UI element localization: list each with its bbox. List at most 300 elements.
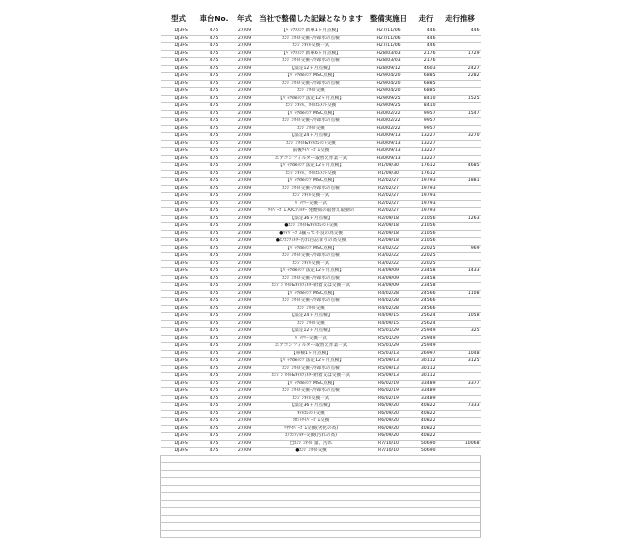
mileage-cell: 9957 xyxy=(413,118,440,126)
empty-cell xyxy=(258,455,365,463)
year-cell: 27/09 xyxy=(232,185,258,193)
mileage-delta-cell xyxy=(440,140,481,148)
year-cell: 27/09 xyxy=(232,163,258,171)
table-row xyxy=(161,103,481,111)
mileage-delta-cell xyxy=(440,320,481,328)
mileage-cell: 446 xyxy=(413,35,440,43)
chassis-no-cell: 475 xyxy=(197,110,232,118)
work-description-cell: ●ｴﾝｼﾞﾝｵｲﾙ&ｵｲﾙｴﾚﾒﾝﾄ交換 xyxy=(258,223,365,231)
mileage-delta-cell xyxy=(440,223,481,231)
work-description-cell: ｴﾝｼﾞﾝｵｲﾙ交換･冷却水の点検 xyxy=(258,118,365,126)
table-row xyxy=(161,290,481,298)
mileage-cell: 13227 xyxy=(413,148,440,156)
table-row xyxy=(161,118,481,126)
model-cell: DJ3FS xyxy=(161,50,197,58)
table-row xyxy=(161,80,481,88)
header-record-title: 当社で整備した記録となります xyxy=(259,13,363,23)
empty-cell xyxy=(258,478,365,486)
work-description-cell: ﾜｲﾊﾟｰｺﾞﾑ A/Cﾌｨﾙﾀｰ 発煙筒の取替え取動の xyxy=(258,208,365,216)
table-row xyxy=(161,275,481,283)
empty-cell xyxy=(413,478,440,486)
service-date-cell: R4/02/28 xyxy=(365,298,413,306)
model-cell: DJ3FS xyxy=(161,148,197,156)
empty-cell xyxy=(365,530,413,538)
work-description-cell: 【法定12ヶ月点検】 xyxy=(258,65,365,73)
service-date-cell: R2/02/27 xyxy=(365,200,413,208)
empty-cell xyxy=(232,463,258,471)
table-row xyxy=(161,358,481,366)
mileage-cell: 23458 xyxy=(413,283,440,291)
chassis-no-cell: 475 xyxy=(197,155,232,163)
empty-cell xyxy=(413,515,440,523)
table-row xyxy=(161,43,481,51)
chassis-no-cell: 475 xyxy=(197,320,232,328)
empty-cell xyxy=(365,500,413,508)
mileage-delta-cell xyxy=(440,155,481,163)
mileage-delta-cell: 1433 xyxy=(440,268,481,276)
model-cell: DJ3FS xyxy=(161,305,197,313)
work-description-cell: エアコンフィルター取替え作業一式 xyxy=(258,155,365,163)
table-row xyxy=(161,320,481,328)
mileage-delta-cell xyxy=(440,448,481,456)
table-body xyxy=(161,28,481,538)
year-cell: 27/09 xyxy=(232,208,258,216)
mileage-cell: 446 xyxy=(413,43,440,51)
service-date-cell: R6/09/20 xyxy=(365,433,413,441)
work-description-cell: 【ﾊﾟｯｸdeﾒﾝﾃ 法定12ヶ月点検】 xyxy=(258,268,365,276)
service-date-cell: R6/02/19 xyxy=(365,380,413,388)
chassis-no-cell: 475 xyxy=(197,193,232,201)
empty-cell xyxy=(161,455,197,463)
mileage-delta-cell xyxy=(440,410,481,418)
model-cell: DJ3FS xyxy=(161,448,197,456)
empty-cell xyxy=(365,515,413,523)
table-row xyxy=(161,238,481,246)
mileage-cell: 40822 xyxy=(413,418,440,426)
year-cell: 27/09 xyxy=(232,35,258,43)
empty-row xyxy=(161,530,481,538)
work-description-cell: ｴﾝｼﾞﾝｵｲﾙ交換･冷却水の点検 xyxy=(258,58,365,66)
work-description-cell: 【法定24ヶ月点検】 xyxy=(258,133,365,141)
mileage-cell: 21056 xyxy=(413,238,440,246)
work-description-cell: ｴﾝｼﾞﾝｵｲﾙ交換･冷却水の点検 xyxy=(258,185,365,193)
mileage-delta-cell: 3377 xyxy=(440,380,481,388)
empty-cell xyxy=(413,455,440,463)
mileage-cell: 30112 xyxy=(413,358,440,366)
header-mileage: 走行 xyxy=(418,13,434,23)
year-cell: 27/09 xyxy=(232,215,258,223)
mileage-delta-cell xyxy=(440,103,481,111)
mileage-cell: 9957 xyxy=(413,125,440,133)
chassis-no-cell: 475 xyxy=(197,395,232,403)
table-row xyxy=(161,268,481,276)
year-cell: 27/09 xyxy=(232,395,258,403)
table-row xyxy=(161,365,481,373)
mileage-delta-cell: 969 xyxy=(440,245,481,253)
table-row xyxy=(161,58,481,66)
model-cell: DJ3FS xyxy=(161,230,197,238)
model-cell: DJ3FS xyxy=(161,58,197,66)
mileage-delta-cell xyxy=(440,388,481,396)
chassis-no-cell: 475 xyxy=(197,433,232,441)
work-description-cell: 【ﾊﾟｯｸdeﾒﾝﾃ MSC点検】 xyxy=(258,245,365,253)
mileage-cell: 50690 xyxy=(413,440,440,448)
empty-cell xyxy=(365,508,413,516)
table-row xyxy=(161,88,481,96)
year-cell: 27/09 xyxy=(232,58,258,66)
empty-cell xyxy=(440,463,481,471)
service-date-cell: R5/01/29 xyxy=(365,335,413,343)
service-date-cell: R3/02/22 xyxy=(365,260,413,268)
empty-cell xyxy=(197,455,232,463)
service-date-cell: H27/11/06 xyxy=(365,35,413,43)
chassis-no-cell: 475 xyxy=(197,350,232,358)
work-description-cell: ｴﾝｼﾞﾝｵｲﾙ、ｵｲﾙｴﾚﾒﾝﾄ交換 xyxy=(258,103,365,111)
header-chassis-no: 車台No. xyxy=(199,13,229,23)
table-row xyxy=(161,230,481,238)
chassis-no-cell: 475 xyxy=(197,245,232,253)
table-row xyxy=(161,305,481,313)
work-description-cell: 【法定24ヶ月点検】 xyxy=(258,313,365,321)
model-cell: DJ3FS xyxy=(161,320,197,328)
work-description-cell: ｴﾝｼﾞﾝ ｵｲﾙ&ｵｲﾙﾌｨﾙﾀｰ附着又は交換一式 xyxy=(258,283,365,291)
work-description-cell: ｴﾝｼﾞﾝｵｲﾙ&ｵｲﾙｴﾚﾒﾝﾄ交換 xyxy=(258,140,365,148)
mileage-cell: 17612 xyxy=(413,163,440,171)
service-date-cell: R1/09/30 xyxy=(365,170,413,178)
work-description-cell: ｴﾝｼﾞﾝ ｵｲﾙ&ｵｲﾙﾌｨﾙﾀｰ附着又は交換一式 xyxy=(258,373,365,381)
empty-cell xyxy=(232,515,258,523)
model-cell: DJ3FS xyxy=(161,103,197,111)
year-cell: 27/09 xyxy=(232,320,258,328)
empty-cell xyxy=(440,530,481,538)
work-description-cell: ﾊﾞｯﾃﾘｰ交換一式 xyxy=(258,200,365,208)
model-cell: DJ3FS xyxy=(161,35,197,43)
model-cell: DJ3FS xyxy=(161,358,197,366)
year-cell: 27/09 xyxy=(232,80,258,88)
mileage-cell: 19793 xyxy=(413,193,440,201)
work-description-cell: 前後ﾜｲﾊﾟｰｺﾞﾑ交換 xyxy=(258,148,365,156)
chassis-no-cell: 475 xyxy=(197,418,232,426)
empty-cell xyxy=(258,485,365,493)
empty-cell xyxy=(258,523,365,531)
work-description-cell: エアコンフィルター取替え作業一式 xyxy=(258,343,365,351)
model-cell: DJ3FS xyxy=(161,260,197,268)
empty-cell xyxy=(161,478,197,486)
model-cell: DJ3FS xyxy=(161,140,197,148)
empty-cell xyxy=(440,500,481,508)
service-date-cell: R2/09/18 xyxy=(365,230,413,238)
mileage-cell: 9957 xyxy=(413,110,440,118)
chassis-no-cell: 475 xyxy=(197,380,232,388)
year-cell: 27/09 xyxy=(232,125,258,133)
model-cell: DJ3FS xyxy=(161,313,197,321)
header-model: 型式 xyxy=(171,13,186,23)
mileage-delta-cell xyxy=(440,43,481,51)
table-row xyxy=(161,140,481,148)
year-cell: 27/09 xyxy=(232,245,258,253)
mileage-delta-cell xyxy=(440,170,481,178)
mileage-cell: 40822 xyxy=(413,425,440,433)
table-row xyxy=(161,28,481,35)
chassis-no-cell: 475 xyxy=(197,223,232,231)
empty-cell xyxy=(258,463,365,471)
chassis-no-cell: 475 xyxy=(197,403,232,411)
empty-cell xyxy=(197,500,232,508)
chassis-no-cell: 475 xyxy=(197,230,232,238)
service-date-cell: R2/02/27 xyxy=(365,178,413,186)
service-date-cell: R5/01/29 xyxy=(365,343,413,351)
mileage-delta-cell xyxy=(440,125,481,133)
model-cell: DJ3FS xyxy=(161,185,197,193)
mileage-delta-cell: 1263 xyxy=(440,215,481,223)
mileage-delta-cell xyxy=(440,118,481,126)
service-date-cell: H29/04/20 xyxy=(365,73,413,81)
year-cell: 27/09 xyxy=(232,133,258,141)
empty-cell xyxy=(197,530,232,538)
mileage-delta-cell xyxy=(440,208,481,216)
table-row xyxy=(161,433,481,441)
work-description-cell: ﾘﾔﾜｲﾊﾟｰｺﾞﾑ交換(劣化の為) xyxy=(258,425,365,433)
empty-row xyxy=(161,508,481,516)
empty-cell xyxy=(232,478,258,486)
model-cell: DJ3FS xyxy=(161,268,197,276)
year-cell: 27/09 xyxy=(232,305,258,313)
mileage-cell: 50690 xyxy=(413,448,440,456)
mileage-cell: 13227 xyxy=(413,133,440,141)
mileage-cell: 30112 xyxy=(413,373,440,381)
empty-cell xyxy=(197,478,232,486)
chassis-no-cell: 475 xyxy=(197,313,232,321)
mileage-cell: 33489 xyxy=(413,380,440,388)
mileage-delta-cell: 1881 xyxy=(440,178,481,186)
year-cell: 27/09 xyxy=(232,223,258,231)
empty-cell xyxy=(197,523,232,531)
model-cell: DJ3FS xyxy=(161,163,197,171)
work-description-cell: 【法定36ヶ月点検】 xyxy=(258,215,365,223)
service-date-cell: R5/03/13 xyxy=(365,350,413,358)
model-cell: DJ3FS xyxy=(161,440,197,448)
mileage-cell: 22025 xyxy=(413,253,440,261)
work-description-cell: 【ﾍﾞｯｸｽﾒﾝﾃ 新車6ヶ月点検】 xyxy=(258,50,365,58)
chassis-no-cell: 475 xyxy=(197,425,232,433)
year-cell: 27/09 xyxy=(232,373,258,381)
chassis-no-cell: 475 xyxy=(197,388,232,396)
year-cell: 27/09 xyxy=(232,365,258,373)
work-description-cell: ●ｴｱｺﾝﾌｨﾙﾀｰ汚れ目詰まりの為交換 xyxy=(258,238,365,246)
table-row xyxy=(161,403,481,411)
table-row xyxy=(161,163,481,171)
year-cell: 27/09 xyxy=(232,380,258,388)
mileage-delta-cell: 1108 xyxy=(440,290,481,298)
table-row xyxy=(161,283,481,291)
model-cell: DJ3FS xyxy=(161,80,197,88)
year-cell: 27/09 xyxy=(232,28,258,35)
mileage-delta-cell xyxy=(440,425,481,433)
chassis-no-cell: 475 xyxy=(197,298,232,306)
table-row xyxy=(161,50,481,58)
table-row xyxy=(161,343,481,351)
empty-cell xyxy=(258,508,365,516)
mileage-delta-cell xyxy=(440,58,481,66)
chassis-no-cell: 475 xyxy=(197,410,232,418)
mileage-cell: 2176 xyxy=(413,50,440,58)
chassis-no-cell: 475 xyxy=(197,275,232,283)
service-date-cell: R6/09/20 xyxy=(365,403,413,411)
header-row xyxy=(161,8,481,28)
chassis-no-cell: 475 xyxy=(197,253,232,261)
maintenance-record-sheet xyxy=(160,8,480,538)
model-cell: DJ3FS xyxy=(161,433,197,441)
year-cell: 27/09 xyxy=(232,73,258,81)
year-cell: 27/09 xyxy=(232,335,258,343)
service-date-cell: H29/09/25 xyxy=(365,95,413,103)
table-row xyxy=(161,418,481,426)
table-row xyxy=(161,350,481,358)
chassis-no-cell: 475 xyxy=(197,448,232,456)
service-date-cell: R3/02/22 xyxy=(365,245,413,253)
service-date-cell: R4/02/28 xyxy=(365,290,413,298)
service-date-cell: R6/09/20 xyxy=(365,410,413,418)
work-description-cell: 【車検1ヶ月点検】 xyxy=(258,350,365,358)
service-date-cell: H29/04/20 xyxy=(365,80,413,88)
mileage-delta-cell xyxy=(440,305,481,313)
empty-cell xyxy=(413,493,440,501)
model-cell: DJ3FS xyxy=(161,223,197,231)
mileage-cell: 33489 xyxy=(413,395,440,403)
mileage-delta-cell: 10068 xyxy=(440,440,481,448)
mileage-cell: 30112 xyxy=(413,365,440,373)
mileage-cell: 19793 xyxy=(413,185,440,193)
service-date-cell: R2/09/18 xyxy=(365,215,413,223)
year-cell: 27/09 xyxy=(232,118,258,126)
model-cell: DJ3FS xyxy=(161,373,197,381)
mileage-delta-cell xyxy=(440,200,481,208)
service-date-cell: H29/04/20 xyxy=(365,88,413,96)
mileage-cell: 24566 xyxy=(413,305,440,313)
model-cell: DJ3FS xyxy=(161,403,197,411)
empty-cell xyxy=(197,485,232,493)
chassis-no-cell: 475 xyxy=(197,28,232,35)
table-row xyxy=(161,35,481,43)
service-date-cell: H27/11/06 xyxy=(365,28,413,35)
mileage-cell: 22025 xyxy=(413,245,440,253)
empty-cell xyxy=(365,485,413,493)
table-row xyxy=(161,73,481,81)
model-cell: DJ3FS xyxy=(161,425,197,433)
work-description-cell: ｴﾝｼﾞﾝｵｲﾙ交換･冷却水の点検 xyxy=(258,253,365,261)
chassis-no-cell: 475 xyxy=(197,290,232,298)
model-cell: DJ3FS xyxy=(161,43,197,51)
mileage-delta-cell xyxy=(440,433,481,441)
mileage-cell: 17612 xyxy=(413,170,440,178)
table-row xyxy=(161,245,481,253)
empty-cell xyxy=(413,523,440,531)
model-cell: DJ3FS xyxy=(161,283,197,291)
chassis-no-cell: 475 xyxy=(197,140,232,148)
mileage-delta-cell xyxy=(440,365,481,373)
empty-cell xyxy=(413,530,440,538)
model-cell: DJ3FS xyxy=(161,328,197,336)
empty-row xyxy=(161,485,481,493)
empty-cell xyxy=(258,500,365,508)
mileage-delta-cell xyxy=(440,418,481,426)
empty-cell xyxy=(440,508,481,516)
model-cell: DJ3FS xyxy=(161,118,197,126)
empty-cell xyxy=(161,470,197,478)
header-year: 年式 xyxy=(237,13,252,23)
work-description-cell: ｴﾝｼﾞﾝｵｲﾙ交換･冷却水の点検 xyxy=(258,388,365,396)
empty-cell xyxy=(365,478,413,486)
mileage-delta-cell xyxy=(440,373,481,381)
mileage-cell: 23458 xyxy=(413,268,440,276)
service-date-cell: H30/02/22 xyxy=(365,125,413,133)
table-row xyxy=(161,155,481,163)
service-date-cell: R4/09/15 xyxy=(365,320,413,328)
empty-row xyxy=(161,523,481,531)
empty-cell xyxy=(197,508,232,516)
service-date-cell: R3/09/09 xyxy=(365,275,413,283)
chassis-no-cell: 475 xyxy=(197,170,232,178)
chassis-no-cell: 475 xyxy=(197,215,232,223)
empty-row xyxy=(161,493,481,501)
mileage-delta-cell: 1525 xyxy=(440,95,481,103)
model-cell: DJ3FS xyxy=(161,133,197,141)
work-description-cell: ｴｱｺﾝﾌｨﾙﾀｰ交換(汚れの為) xyxy=(258,433,365,441)
work-description-cell: 【ﾊﾟｯｸdeﾒﾝﾃ MSC点検】 xyxy=(258,290,365,298)
year-cell: 27/09 xyxy=(232,268,258,276)
mileage-delta-cell xyxy=(440,230,481,238)
model-cell: DJ3FS xyxy=(161,215,197,223)
year-cell: 27/09 xyxy=(232,403,258,411)
service-date-cell: H30/09/13 xyxy=(365,155,413,163)
year-cell: 27/09 xyxy=(232,178,258,186)
model-cell: DJ3FS xyxy=(161,418,197,426)
work-description-cell: ●ﾜｲﾊﾟｰｺﾞﾑ揃って不良の為交換 xyxy=(258,230,365,238)
work-description-cell: 【ﾍﾞｯｸｽﾒﾝﾃ 新車1ヶ月点検】 xyxy=(258,28,365,35)
service-date-cell: R3/09/09 xyxy=(365,268,413,276)
empty-cell xyxy=(161,508,197,516)
year-cell: 27/09 xyxy=(232,140,258,148)
empty-cell xyxy=(161,523,197,531)
model-cell: DJ3FS xyxy=(161,380,197,388)
model-cell: DJ3FS xyxy=(161,88,197,96)
work-description-cell: ｴﾝｼﾞﾝｵｲﾙ、ｵｲﾙｴﾚﾒﾝﾄ交換 xyxy=(258,170,365,178)
table-row xyxy=(161,313,481,321)
service-date-cell: R6/02/19 xyxy=(365,388,413,396)
chassis-no-cell: 475 xyxy=(197,103,232,111)
table-row xyxy=(161,208,481,216)
year-cell: 27/09 xyxy=(232,350,258,358)
service-date-cell: R4/09/15 xyxy=(365,313,413,321)
model-cell: DJ3FS xyxy=(161,28,197,35)
work-description-cell: ｴﾝｼﾞﾝｵｲﾙ交換一式 xyxy=(258,395,365,403)
year-cell: 27/09 xyxy=(232,65,258,73)
empty-cell xyxy=(232,530,258,538)
empty-cell xyxy=(232,523,258,531)
mileage-cell: 6885 xyxy=(413,73,440,81)
model-cell: DJ3FS xyxy=(161,73,197,81)
mileage-cell: 26997 xyxy=(413,350,440,358)
empty-cell xyxy=(365,455,413,463)
service-date-cell: H28/03/03 xyxy=(365,58,413,66)
work-description-cell: ｵｲﾙｴﾚﾒﾝﾄ交換 xyxy=(258,410,365,418)
mileage-cell: 23458 xyxy=(413,275,440,283)
chassis-no-cell: 475 xyxy=(197,365,232,373)
model-cell: DJ3FS xyxy=(161,178,197,186)
chassis-no-cell: 475 xyxy=(197,163,232,171)
chassis-no-cell: 475 xyxy=(197,95,232,103)
mileage-delta-cell: 1048 xyxy=(440,350,481,358)
